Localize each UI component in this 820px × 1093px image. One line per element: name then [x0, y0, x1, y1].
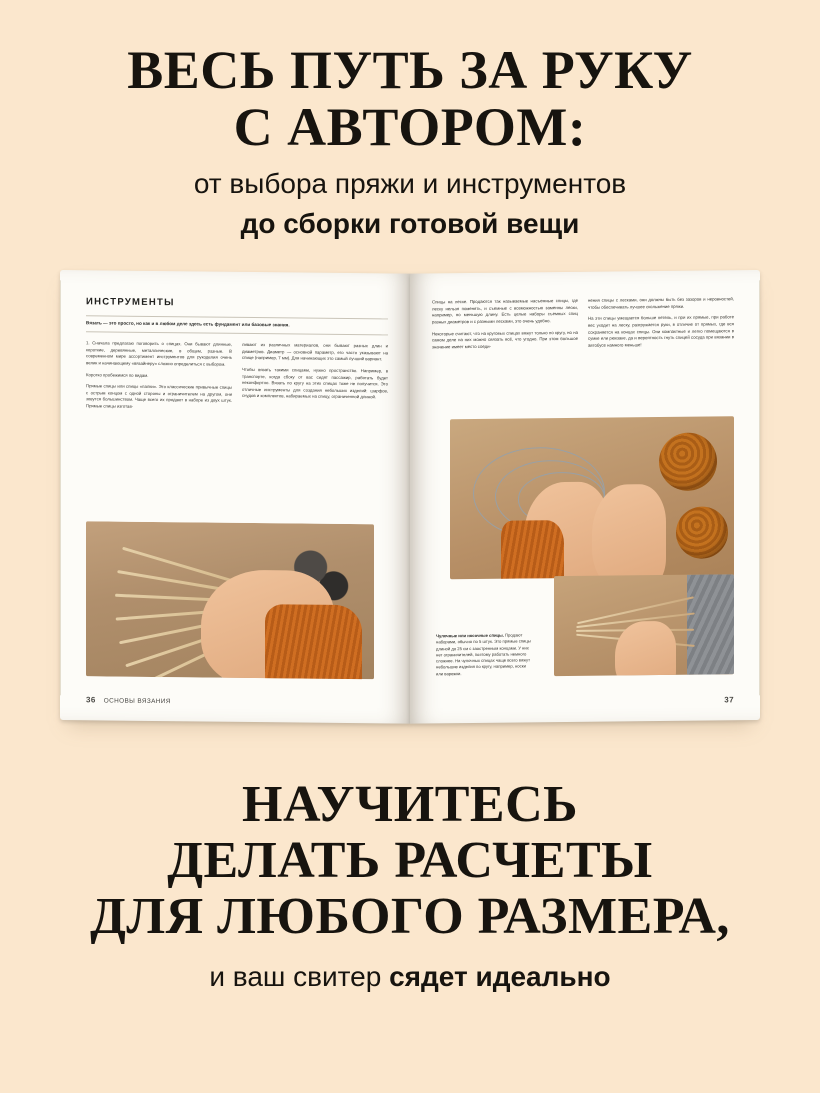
bottom-headline-line-2: ДЕЛАТЬ РАСЧЕТЫ: [167, 832, 653, 890]
top-subtitle-bold: до сборки готовой вещи: [240, 208, 580, 239]
folio-right: [724, 695, 734, 704]
bottom-subtitle-plain: и ваш свитер: [209, 961, 390, 993]
caption-dpn: [436, 632, 532, 677]
page-number-right: 37: [724, 695, 734, 705]
top-subtitle: от выбора пряжи и инструментов: [193, 167, 627, 199]
left-page-columns: [86, 340, 388, 418]
photo-straight-needles: [86, 521, 374, 679]
yarn-ball: [676, 506, 728, 559]
top-headline: [0, 40, 820, 157]
paragraph: 1. Сначала предлагаю поговорить о спицах. Они бывают длинные, короткие, деревянные, металлические, в общем, разные. В современном мире ассортимент инструментов для рукоделия очень велик и начинающему «вязайнеру» сложно определиться с выбором.: [86, 340, 232, 367]
photo-circular-needles: [450, 416, 734, 579]
left-column-2: [242, 342, 388, 418]
right-page-columns: [432, 296, 734, 356]
top-headline-line-1: ВЕСЬ ПУТЬ ЗА РУКУ: [127, 40, 693, 100]
chapter-title: ИНСТРУМЕНТЫ: [86, 296, 175, 309]
hand: [592, 484, 666, 579]
paragraph: Коротко пробежимся по видам.: [86, 371, 149, 378]
caption-title: Чулочные или носочные спицы.: [436, 632, 504, 639]
folio-left: [86, 695, 171, 705]
paragraph: Прямые спицы или спицы «палки». Это классические привычные спицы с острым концом с одной стороны и ограничителем на другом, они зовутся большинством. Чаще всего их продают в наборе из двух штук. Прямые спицы изготав-: [86, 383, 232, 410]
hand: [615, 621, 676, 676]
paragraph: На эти спицы умещается больше петель, и при их прямые, при работе вес уходит на леску, разгружается руки, в отличие от прямых, где вся сохраняется на концах спицы. Они компактные и легко помещаются в сумке или рюкзаке, да и вероятность гнуть спицей сосуда при вязании в автобусе намного меньше!: [588, 314, 734, 348]
open-book-photo: [60, 270, 760, 735]
chapter-lead: Вязать — это просто, но как и в любом деле здесь есть фундамент или базовые знания.: [86, 315, 388, 335]
paragraph: нения спицы с лесками, они должны быть без зазоров и неровностей, чтобы обеспечивать лучшее скольжение пряжи.: [588, 296, 734, 310]
caption-text: Продают наборами, обычно по 5 штук. Это прямые спицы длиной до 25 см с заостренным концами. У них нет ограничителей, поэтому работать немного сложнее. На чулочных спицах чаще всего вяжут небольшие изделия по кругу, например, носки или варежки.: [436, 632, 531, 677]
paragraph: ливают из различных материалов, они бывают разных длин и диаметров. Диаметр — основной параметр, его часто указывают на спице (например, 7 мм). Для начинающих это самый лучший вариант.: [242, 341, 388, 362]
right-column-1: [432, 298, 578, 356]
yarn-ball: [659, 433, 717, 492]
running-head-left: ОСНОВЫ ВЯЗАНИЯ: [103, 697, 171, 706]
page-number-left: 36: [86, 695, 96, 705]
left-column-1: [86, 340, 232, 416]
paragraph: Чтобы вязать такими спицами, нужно пространство. Например, в транспорте, когда сбоку от вас сидят пассажир, работать будет неконфортно. Вязать по кругу на этих спицах тоже не получится. Это отличные инструменты для создания небольших изделий: шарфов, снудов и комплектов, набираемых на спицу, ограниченной длиной.: [242, 366, 388, 400]
bottom-subtitle: [0, 961, 820, 993]
book-left-page: [60, 270, 410, 724]
bottom-headline-block: [0, 776, 820, 993]
book-right-page: [410, 270, 760, 724]
gray-knitting: [687, 574, 734, 674]
top-headline-block: [0, 0, 820, 240]
right-column-2: [588, 296, 734, 354]
orange-sleeve: [265, 604, 363, 680]
photo-double-pointed-needles: [554, 574, 734, 676]
book: [60, 270, 760, 720]
bottom-headline-line-1: НАУЧИТЕСЬ: [242, 776, 578, 834]
top-headline-line-2: С АВТОРОМ:: [233, 96, 587, 157]
paragraph: Некоторые считают, что на круговых спицах вяжут только по кругу, но на самом деле на них можно связать всё, что угодно. При этом большое значение имеет место соеди-: [432, 329, 578, 350]
orange-sleeve: [501, 521, 563, 580]
bottom-subtitle-bold: сядет идеально: [389, 961, 611, 993]
paragraph: Спицы на леске. Продаются так называемые насъемные спицы, где леску нельзя поменять, и съемные с возможностью заменны лески, например, но меньшую длину. Есть целые наборы съемных спиц разных диаметров и с разными лесками, это очень удобно.: [432, 298, 578, 325]
bottom-headline-line-3: ДЛЯ ЛЮБОГО РАЗМЕРА,: [90, 888, 730, 946]
